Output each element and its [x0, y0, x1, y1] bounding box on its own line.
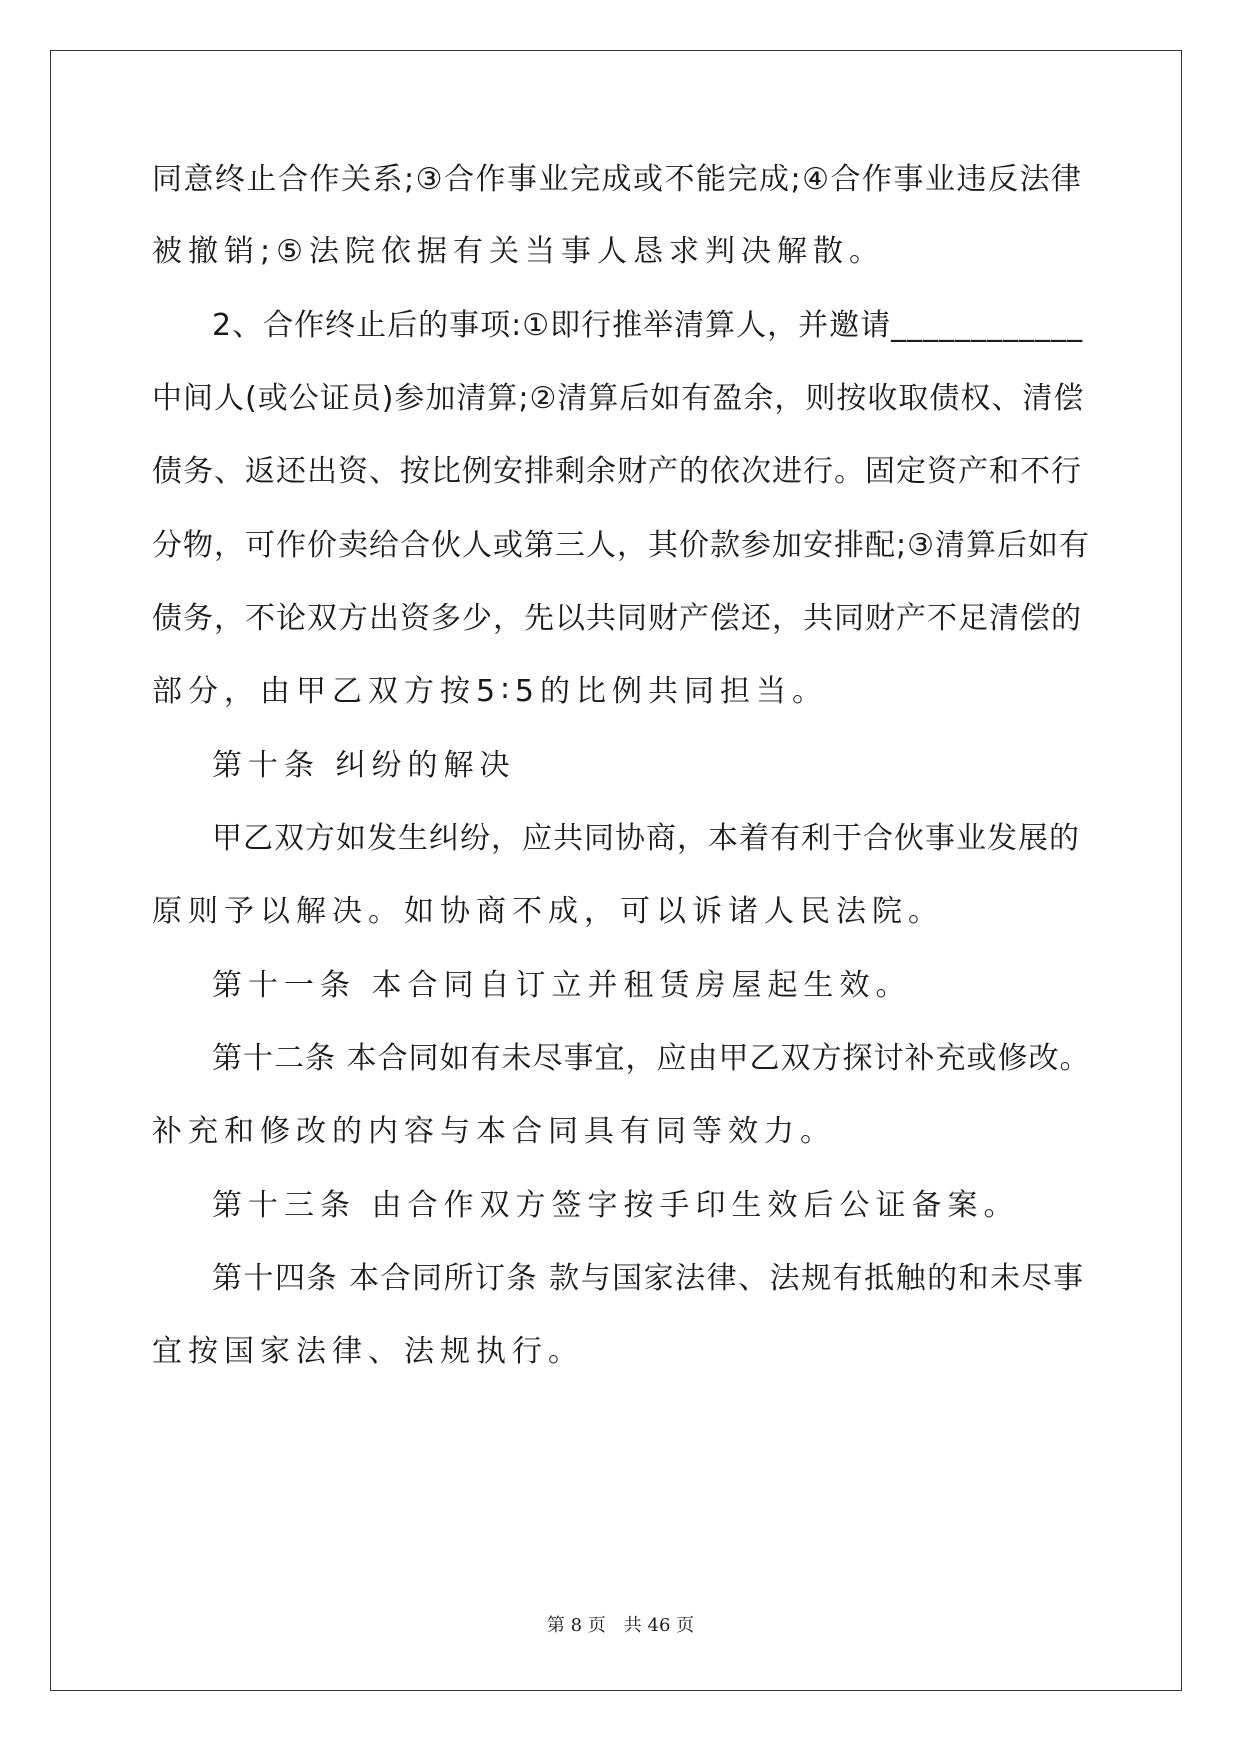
text-line: 2、合作终止后的事项:①即行推举清算人，并邀请____________	[212, 308, 1084, 343]
text-line: 第十二条 本合同如有未尽事宜，应由甲乙双方探讨补充或修改。	[212, 1041, 1091, 1076]
text-line: 债务、返还出资、按比例安排剩余财产的依次进行。固定资产和不行	[152, 454, 1082, 489]
text-line: 第十一条 本合同自订立并租赁房屋起生效。	[212, 968, 912, 1003]
text-line: 分物，可作价卖给合伙人或第三人，其价款参加安排配;③清算后如有	[152, 528, 1091, 563]
text-line: 中间人(或公证员)参加清算;②清算后如有盈余，则按收取债权、清偿	[152, 381, 1085, 416]
text-line: 甲乙双方如发生纠纷，应共同协商，本着有利于合伙事业发展的	[212, 821, 1080, 856]
text-line: 债务，不论双方出资多少，先以共同财产偿还，共同财产不足清偿的	[152, 601, 1082, 636]
text-line: 补充和修改的内容与本合同具有同等效力。	[152, 1114, 836, 1149]
text-line: 同意终止合作关系;③合作事业完成或不能完成;④合作事业违反法律	[152, 162, 1083, 197]
text-line: 原则予以解决。如协商不成，可以诉诸人民法院。	[152, 894, 944, 929]
page-footer	[0, 1614, 1241, 1638]
text-line: 第十三条 由合作双方签字按手印生效后公证备案。	[212, 1188, 1020, 1223]
text-line: 宜按国家法律、法规执行。	[152, 1334, 584, 1369]
text-line: 部分，由甲乙双方按5∶5的比例共同担当。	[152, 674, 828, 709]
page-number: 第 8 页 共 46 页	[546, 1615, 695, 1636]
text-line: 被撤销;⑤法院依据有关当事人恳求判决解散。	[152, 234, 886, 269]
section-heading: 第十条 纠纷的解决	[212, 748, 516, 783]
text-line: 第十四条 本合同所订条 款与国家法律、法规有抵触的和未尽事	[212, 1261, 1085, 1296]
page-border	[50, 50, 1182, 1691]
